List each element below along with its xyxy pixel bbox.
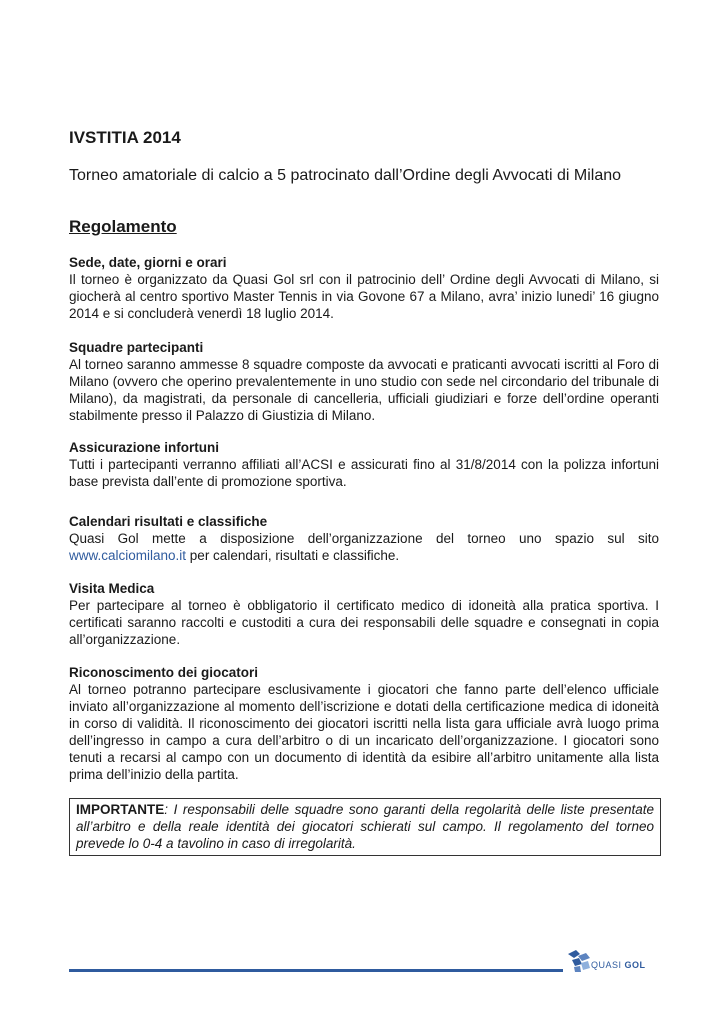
quasi-gol-logo xyxy=(566,948,666,976)
important-text: : I responsabili delle squadre sono garanti della regolarità delle liste presentate all’arbitro e della reale identità dei giocatori schierati sul campo. Il regolamento del torneo prevede lo 0-4 a tavolino in caso di irregolarità. xyxy=(76,802,654,851)
important-label: IMPORTANTE xyxy=(76,802,165,817)
section-heading: Visita Medica xyxy=(69,581,155,596)
section-body: Il torneo è organizzato da Quasi Gol srl con il patrocinio dell’ Ordine degli Avvocati di Milano, si giocherà al centro sportivo Master Tennis in via Govone 67 a Milano, avra’ inizio lunedi’ 16 giugno 2014 e si concluderà venerdì 18 luglio 2014. xyxy=(69,272,659,321)
section-sede xyxy=(69,254,659,322)
section-assicurazione xyxy=(69,439,659,490)
section-calendari xyxy=(69,513,659,564)
regolamento-heading: Regolamento xyxy=(69,217,177,236)
section-heading: Assicurazione infortuni xyxy=(69,440,220,455)
body-text-after-link: per calendari, risultati e classifiche. xyxy=(186,548,400,563)
logo-text xyxy=(591,960,646,970)
section-body: Per partecipare al torneo è obbligatorio il certificato medico di idoneità alla pratica sportiva. I certificati saranno raccolti e custoditi a cura dei responsabili delle squadre e consegnati in copia all’organizzazione. xyxy=(69,598,659,647)
section-body xyxy=(69,530,659,564)
section-visita-medica xyxy=(69,580,659,648)
logo-text-light: QUASI xyxy=(591,960,622,970)
important-notice-box xyxy=(69,798,661,856)
document-subtitle: Torneo amatoriale di calcio a 5 patrocinato dall’Ordine degli Avvocati di Milano xyxy=(69,167,622,184)
document-title: IVSTITIA 2014 xyxy=(69,128,181,147)
section-riconoscimento xyxy=(69,664,659,783)
section-squadre xyxy=(69,339,659,424)
section-body: Al torneo saranno ammesse 8 squadre composte da avvocati e praticanti avvocati iscritti al Foro di Milano (ovvero che operino prevalentemente in uno studio con sede nel circondario del tribunale di Milano), da magistrati, da personale di cancelleria, ufficiali giudiziari e forze dell’ordine operanti stabilmente presso il Palazzo di Giustizia di Milano. xyxy=(69,357,659,423)
logo-text-bold: GOL xyxy=(624,960,646,970)
footer-rule xyxy=(69,969,563,972)
section-body: Al torneo potranno partecipare esclusivamente i giocatori che fanno parte dell’elenco ufficiale inviato all’organizzazione al momento dell’iscrizione e dotati della certificazione medica di idoneità in corso di validità. Il riconoscimento dei giocatori iscritti nella lista gara ufficiale avrà luogo prima dell’ingresso in campo a cura dell’arbitro o di un incaricato dell’organizzazione. I giocatori sono tenuti a recarsi al campo con un documento di identità da esibire all’arbitro unitamente alla lista prima dell’inizio della partita. xyxy=(69,682,659,782)
section-heading: Calendari risultati e classifiche xyxy=(69,514,268,529)
section-body: Tutti i partecipanti verranno affiliati all’ACSI e assicurati fino al 31/8/2014 con la polizza infortuni base prevista dall’ente di promozione sportiva. xyxy=(69,457,659,489)
section-heading: Squadre partecipanti xyxy=(69,340,204,355)
section-heading: Riconoscimento dei giocatori xyxy=(69,665,259,680)
calciomilano-link[interactable]: www.calciomilano.it xyxy=(69,548,187,563)
section-heading: Sede, date, giorni e orari xyxy=(69,255,227,270)
quasi-gol-logo-icon xyxy=(566,948,592,974)
body-text-before-link: Quasi Gol mette a disposizione dell’organizzazione del torneo uno spazio sul sito xyxy=(69,531,659,546)
